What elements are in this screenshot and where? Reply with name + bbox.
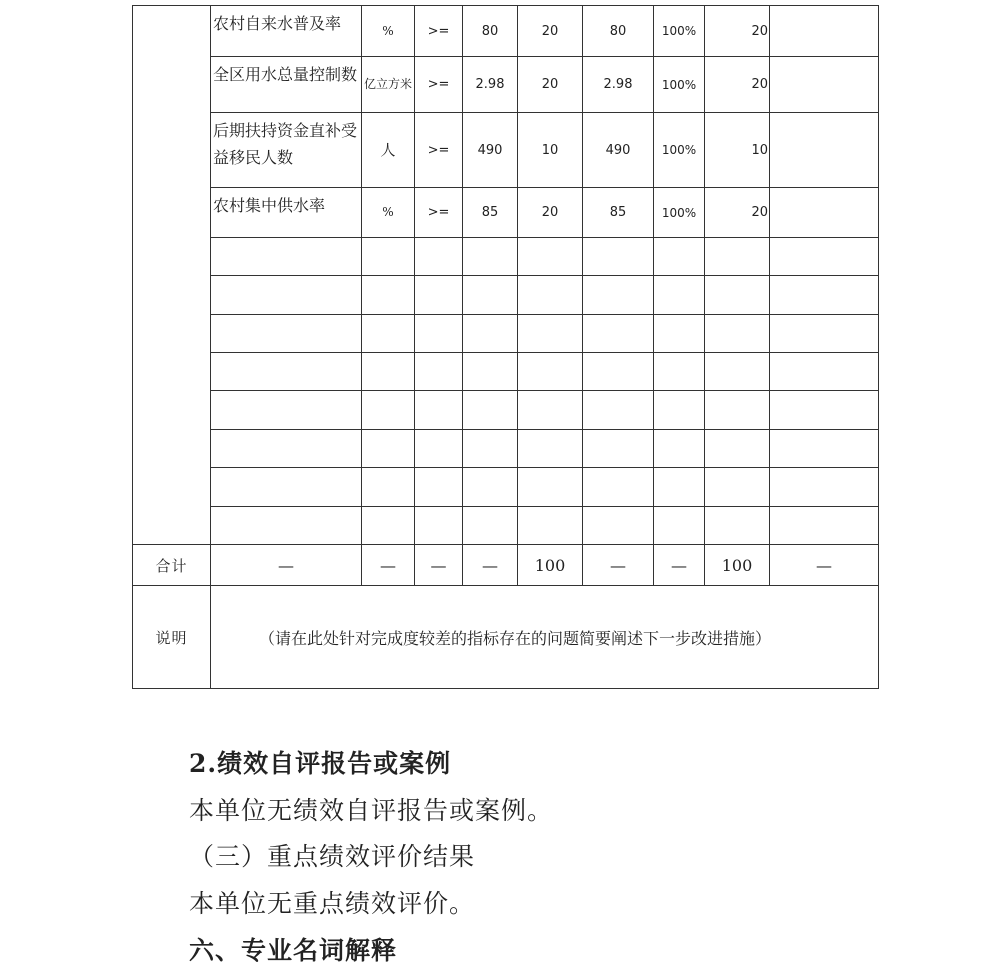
indicator-operator: >= <box>415 188 463 238</box>
section-2-body: 本单位无绩效自评报告或案例。 <box>189 796 554 825</box>
section-6-heading: 六、专业名词解释 <box>189 936 398 965</box>
indicator-weight: 20 <box>518 188 583 238</box>
indicator-operator: >= <box>415 113 463 188</box>
empty-row <box>133 507 879 545</box>
indicator-operator: >= <box>415 57 463 113</box>
indicator-weight: 20 <box>518 57 583 113</box>
indicator-target: 85 <box>463 188 518 238</box>
indicator-name: 农村自来水普及率 <box>211 6 362 57</box>
indicator-unit: 亿立方米 <box>362 57 415 113</box>
empty-row <box>133 315 879 353</box>
note-label: 说明 <box>133 586 211 689</box>
empty-row <box>133 238 879 276</box>
table-row <box>133 188 879 238</box>
table-row <box>133 57 879 113</box>
indicator-unit: % <box>362 188 415 238</box>
indicator-rate: 100% <box>654 6 705 57</box>
note-row <box>133 586 879 689</box>
table-row <box>133 113 879 188</box>
indicator-actual: 80 <box>583 6 654 57</box>
indicator-remark <box>770 188 879 238</box>
indicator-score: 20 <box>705 188 770 238</box>
empty-row <box>133 468 879 507</box>
performance-table <box>132 5 879 689</box>
indicator-score: 20 <box>705 57 770 113</box>
indicator-name: 全区用水总量控制数 <box>211 57 362 113</box>
indicator-operator: >= <box>415 6 463 57</box>
empty-row <box>133 430 879 468</box>
indicator-rate: 100% <box>654 57 705 113</box>
empty-row <box>133 353 879 391</box>
total-row <box>133 545 879 586</box>
indicator-target: 2.98 <box>463 57 518 113</box>
indicator-unit: 人 <box>362 113 415 188</box>
indicator-target: 80 <box>463 6 518 57</box>
empty-row <box>133 276 879 315</box>
section-3-body: 本单位无重点绩效评价。 <box>189 889 476 918</box>
section-2-heading: 2.绩效自评报告或案例 <box>189 749 452 778</box>
indicator-actual: 2.98 <box>583 57 654 113</box>
indicator-unit: % <box>362 6 415 57</box>
total-weight: 100 <box>518 545 583 586</box>
category-cell <box>133 6 211 545</box>
total-cell: — <box>415 545 463 586</box>
total-cell: — <box>583 545 654 586</box>
total-score: 100 <box>705 545 770 586</box>
indicator-score: 10 <box>705 113 770 188</box>
indicator-score: 20 <box>705 6 770 57</box>
indicator-name: 农村集中供水率 <box>211 188 362 238</box>
indicator-rate: 100% <box>654 113 705 188</box>
indicator-actual: 85 <box>583 188 654 238</box>
indicator-weight: 10 <box>518 113 583 188</box>
empty-row <box>133 391 879 430</box>
indicator-remark <box>770 57 879 113</box>
total-cell: — <box>770 545 879 586</box>
indicator-rate: 100% <box>654 188 705 238</box>
indicator-actual: 490 <box>583 113 654 188</box>
indicator-weight: 20 <box>518 6 583 57</box>
indicator-remark <box>770 113 879 188</box>
indicator-remark <box>770 6 879 57</box>
table-row <box>133 6 879 57</box>
total-cell: — <box>211 545 362 586</box>
total-cell: — <box>362 545 415 586</box>
note-text: （请在此处针对完成度较差的指标存在的问题简要阐述下一步改进措施） <box>211 586 879 689</box>
indicator-name: 后期扶持资金直补受益移民人数 <box>211 113 362 188</box>
total-cell: — <box>654 545 705 586</box>
total-label: 合计 <box>133 545 211 586</box>
section-3-heading: （三）重点绩效评价结果 <box>189 842 476 871</box>
indicator-target: 490 <box>463 113 518 188</box>
total-cell: — <box>463 545 518 586</box>
